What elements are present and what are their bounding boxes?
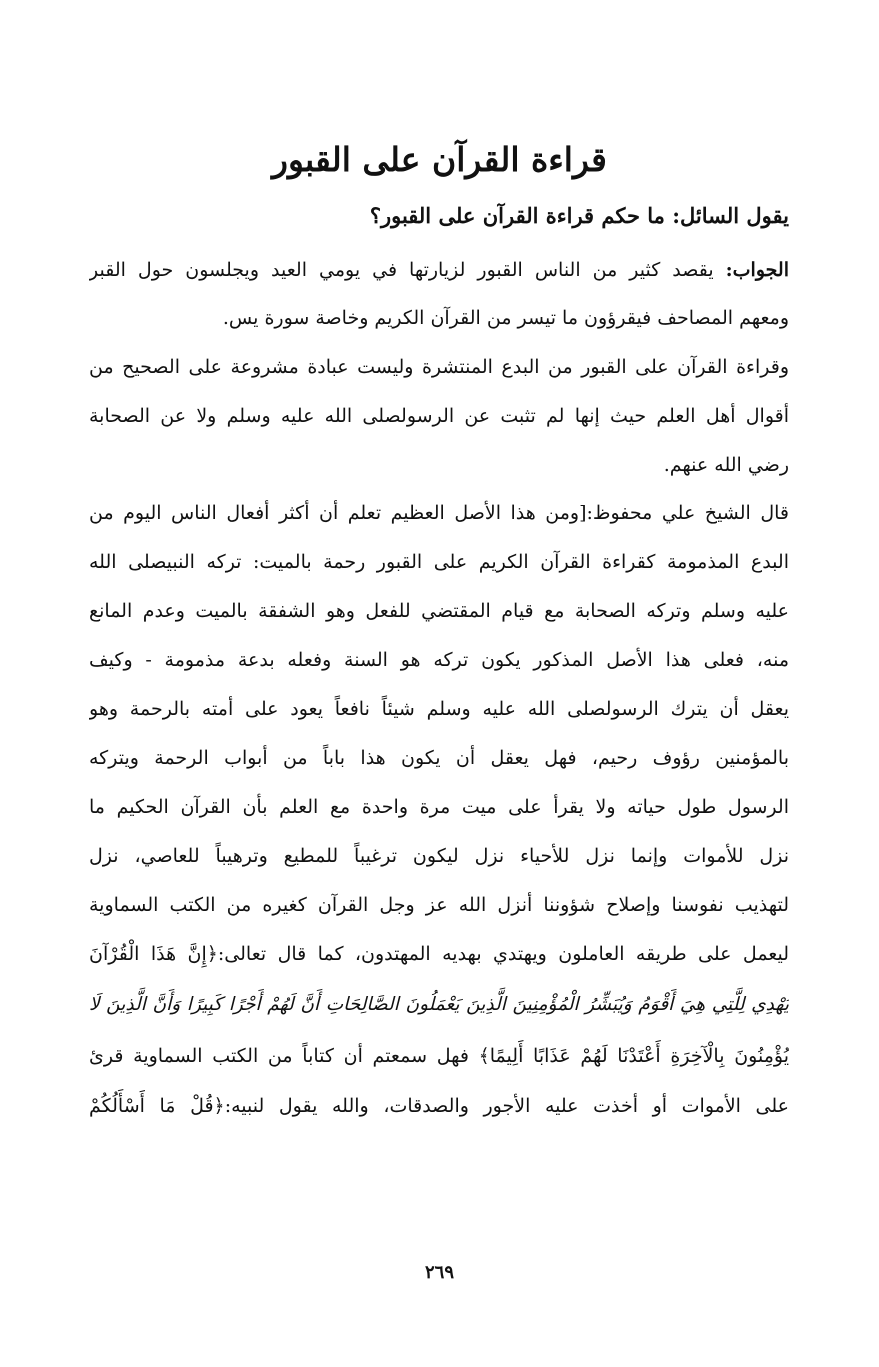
paragraph-3-line-3: عليه وسلم وتركه الصحابة مع قيام المقتضي للفعل وهو الشفقة بالميت وعدم المانع: [89, 600, 789, 622]
page-number: ٢٦٩: [424, 1262, 454, 1283]
answer-line-2: ومعهم المصاحف فيقرؤون ما تيسر من القرآن الكريم وخاصة سورة يس.: [222, 307, 789, 329]
paragraph-3-line-2: البدع المذمومة كقراءة القرآن الكريم على القبور رحمة بالميت: تركه النبيصلى الله: [89, 551, 789, 573]
paragraph-3-line-9: لتهذيب نفوسنا وإصلاح شؤوننا أنزل الله عز وجل القرآن كغيره من الكتب السماوية: [89, 894, 789, 916]
paragraph-3-line-13: على الأموات أو أخذت عليه الأجور والصدقات، والله يقول لنبيه:﴿قُلْ مَا أَسْأَلُكُمْ: [89, 1095, 789, 1117]
answer-text-1: يقصد كثير من الناس القبور لزيارتها في يومي العيد ويجلسون حول القبر: [89, 259, 714, 281]
paragraph-3-line-5: يعقل أن يترك الرسولصلى الله عليه وسلم شيئاً نافعاً يعود على أمته بالرحمة وهو: [89, 698, 789, 720]
paragraph-3-line-12: يُؤْمِنُونَ بِالْآخِرَةِ أَعْتَدْنَا لَهُمْ عَذَابًا أَلِيمًا﴾ فهل سمعتم أن كتاباً من الكتب السماوية قرئ: [89, 1045, 789, 1067]
paragraph-3-line-6: بالمؤمنين رؤوف رحيم، فهل يعقل أن يكون هذا باباً من أبواب الرحمة ويتركه: [89, 747, 789, 769]
answer-line-1: [89, 250, 789, 290]
page-title: قراءة القرآن على القبور: [272, 140, 607, 179]
paragraph-3-line-1: قال الشيخ علي محفوظ:[ومن هذا الأصل العظيم تعلم أن أكثر أفعال الناس اليوم من: [89, 502, 789, 524]
question-line: [370, 196, 789, 236]
question-label: يقول السائل:: [672, 203, 789, 228]
paragraph-3-line-7: الرسول طول حياته ولا يقرأ على ميت مرة واحدة مع العلم بأن القرآن الحكيم ما: [89, 796, 789, 818]
question-text: ما حكم قراءة القرآن على القبور؟: [369, 203, 665, 228]
paragraph-2-line-1: وقراءة القرآن على القبور من البدع المنتشرة وليست عبادة مشروعة على الصحيح من: [89, 356, 789, 378]
paragraph-3-line-8: نزل للأموات وإنما نزل للأحياء نزل ليكون ترغيباً للمطيع وترهيباً للعاصي، نزل: [89, 845, 789, 867]
quran-verse-line-1: يَهْدِي لِلَّتِي هِيَ أَقْوَمُ وَيُبَشِّرُ الْمُؤْمِنِينَ الَّذِينَ يَعْمَلُونَ الصَّالِحَاتِ أَنَّ لَهُمْ أَجْرًا كَبِيرًا وَأَنَّ الَّذِينَ لَا: [89, 994, 789, 1015]
paragraph-3-line-10: ليعمل على طريقه العاملون ويهتدي بهديه المهتدون، كما قال تعالى:﴿إِنَّ هَذَا الْقُرْآنَ: [89, 943, 789, 965]
paragraph-3-line-4: منه، فعلى هذا الأصل المذكور يكون تركه هو السنة وفعله بدعة مذمومة - وكيف: [89, 649, 789, 671]
answer-label: الجواب:: [725, 259, 789, 281]
paragraph-2-line-2: أقوال أهل العلم حيث إنها لم تثبت عن الرسولصلى الله عليه وسلم ولا عن الصحابة: [89, 405, 789, 427]
paragraph-2-line-3: رضي الله عنهم.: [663, 454, 789, 476]
